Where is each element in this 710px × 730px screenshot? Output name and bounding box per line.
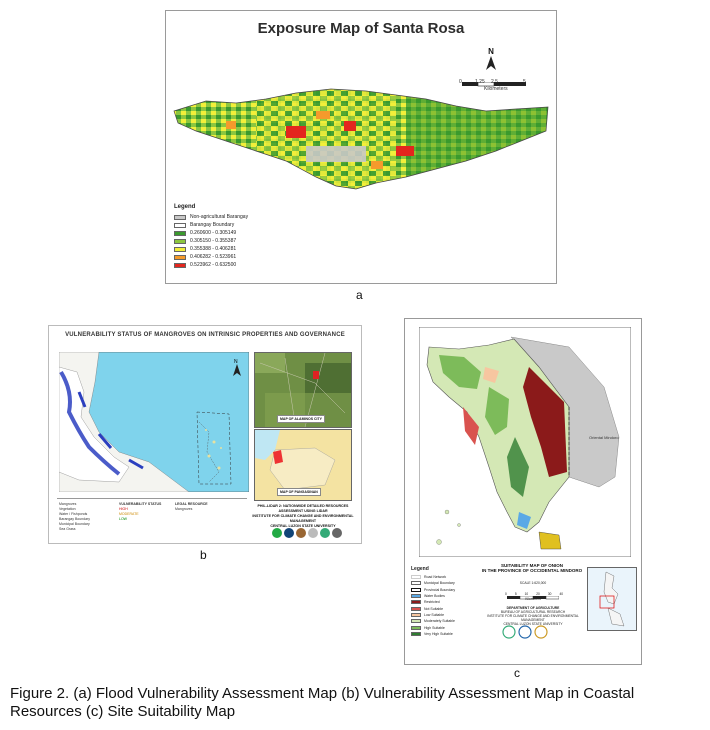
occidental-mindoro-map [419, 327, 631, 557]
dept-credits: DEPARTMENT OF AGRICULTURE BUREAU OF AGRICULTURAL RESEARCH INSTITUTE FOR CLIMATE CHANGE AND ENVIRONMENTAL MANAGEMENT CENTRAL LUZON STATE UNIVERSITY [487, 606, 579, 626]
legend-item: Vegetation [59, 507, 76, 511]
legend-item: Provincial Boundary [411, 587, 455, 593]
neighbor-label: Oriental Mindoro [589, 435, 619, 440]
legend-item: Water Bodies [411, 593, 455, 599]
onion-suitability-map-panel [404, 318, 642, 665]
legend-item: Municipal Boundary [59, 522, 90, 526]
scale-text: SCALE 1:620,000 [519, 581, 547, 585]
legend-item: 0.523962 - 0.632500 [174, 261, 248, 269]
map-a-title: Exposure Map of Santa Rosa [257, 20, 465, 37]
legend-swatch [411, 600, 421, 604]
scale-unit: Kilometers [484, 86, 508, 92]
legend-item: Very High Suitable [411, 631, 455, 637]
inset2-label: MAP OF PANGASINAN [277, 488, 321, 496]
legend-item: HIGH [119, 507, 128, 511]
legend-title: VULNERABILITY STATUS [119, 502, 162, 506]
legend-swatch [411, 594, 421, 598]
exposure-map-panel [165, 10, 557, 284]
legend-item: Moderately Suitable [411, 618, 455, 624]
legend-swatch [411, 588, 421, 592]
legend-item: Not Suitable [411, 605, 455, 611]
project-credits: PHIL-LIDAR 2: NATIONWIDE DETAILED RESOURCES ASSESSMENT USING LIDAR INSTITUTE FOR CLIMATE CHANGE AND ENVIRONMENTAL MANAGEMENT CENTRAL LUZON STATE UNIVERSITY [252, 504, 354, 528]
legend-swatch [411, 626, 421, 630]
legend-swatch [411, 575, 421, 579]
figure-caption: Figure 2. (a) Flood Vulnerability Assessment Map (b) Vulnerability Assessment Map in Coastal Resources (c) Site Suitability Map [10, 685, 635, 720]
legend-swatch [174, 247, 186, 252]
inset-pangasinan [254, 429, 352, 501]
north-arrow-icon: N [486, 47, 496, 72]
legend-swatch [174, 223, 186, 228]
legend-swatch [174, 231, 186, 236]
logos-row [271, 526, 351, 544]
legend-swatch [174, 215, 186, 220]
legend-item: Restricted [411, 599, 455, 605]
legend-item: Water / Fishponds [59, 512, 88, 516]
scale-label-1: 1.25 [475, 79, 485, 85]
legend-item: Municipal Boundary [411, 580, 455, 586]
legend-swatch [411, 632, 421, 636]
scale-label-2: 2.5 [491, 79, 498, 85]
logo-icon [308, 528, 318, 538]
legend-item: High Suitable [411, 624, 455, 630]
scale-unit: Kilometers [525, 597, 541, 601]
scale-ticks: 0 5 10 20 30 40 [505, 592, 563, 596]
legend-item: 0.305150 - 0.355387 [174, 237, 248, 245]
inset-alaminos [254, 352, 352, 428]
legend-item: Mangroves [175, 507, 193, 511]
logo-icon [332, 528, 342, 538]
scale-bar [507, 587, 559, 605]
legend-swatch [411, 613, 421, 617]
legend-swatch [174, 263, 186, 268]
legend-item: LOW [119, 517, 127, 521]
mangrove-vulnerability-map-panel [48, 325, 362, 544]
logo-icon [519, 626, 531, 638]
legend-item: Barangay Boundary [174, 221, 248, 229]
coastal-main-map [59, 352, 249, 492]
panel-label-a: a [356, 288, 363, 302]
logo-icon [272, 528, 282, 538]
panel-label-c: c [514, 666, 520, 680]
logo-icon [284, 528, 294, 538]
logo-icon [296, 528, 306, 538]
map-b-title: VULNERABILITY STATUS OF MANGROVES ON INTRINSIC PROPERTIES AND GOVERNANCE [65, 332, 345, 338]
scale-label-3: 5 [523, 79, 526, 85]
logos-row [501, 625, 561, 644]
legend-item: 0.260600 - 0.305149 [174, 229, 248, 237]
inset1-label: MAP OF ALAMINOS CITY [277, 415, 325, 423]
legend-item: Low Suitable [411, 612, 455, 618]
legend-item: Road Network [411, 574, 455, 580]
legend-swatch [174, 239, 186, 244]
logo-icon [535, 626, 547, 638]
map-c-legend-title: Legend [411, 566, 429, 572]
legend-title: LEGAL RESOURCE [175, 502, 208, 506]
map-a-legend-title: Legend [174, 204, 196, 210]
legend-item: Mangroves [59, 502, 77, 506]
legend-item: Barangay Boundary [59, 517, 90, 521]
map-c-legend [411, 566, 455, 637]
panel-label-b: b [200, 548, 207, 562]
map-b-legend [57, 498, 247, 537]
logo-icon [503, 626, 515, 638]
map-a-legend [174, 204, 248, 269]
legend-item: Sea Grass [59, 527, 76, 531]
philippines-locator-inset [587, 567, 637, 631]
legend-swatch [411, 581, 421, 585]
legend-item: 0.406282 - 0.523961 [174, 253, 248, 261]
map-c-title: SUITABILITY MAP OF ONION IN THE PROVINCE OF OCCIDENTAL MINDORO [481, 563, 583, 573]
svg-text:N: N [234, 359, 238, 365]
legend-swatch [411, 619, 421, 623]
legend-swatch [411, 607, 421, 611]
legend-item: MODERATE [119, 512, 139, 516]
legend-item: 0.355388 - 0.406281 [174, 245, 248, 253]
logo-icon [320, 528, 330, 538]
legend-item: Non-agricultural Barangay [174, 213, 248, 221]
scale-label-0: 0 [459, 79, 462, 85]
legend-swatch [174, 255, 186, 260]
